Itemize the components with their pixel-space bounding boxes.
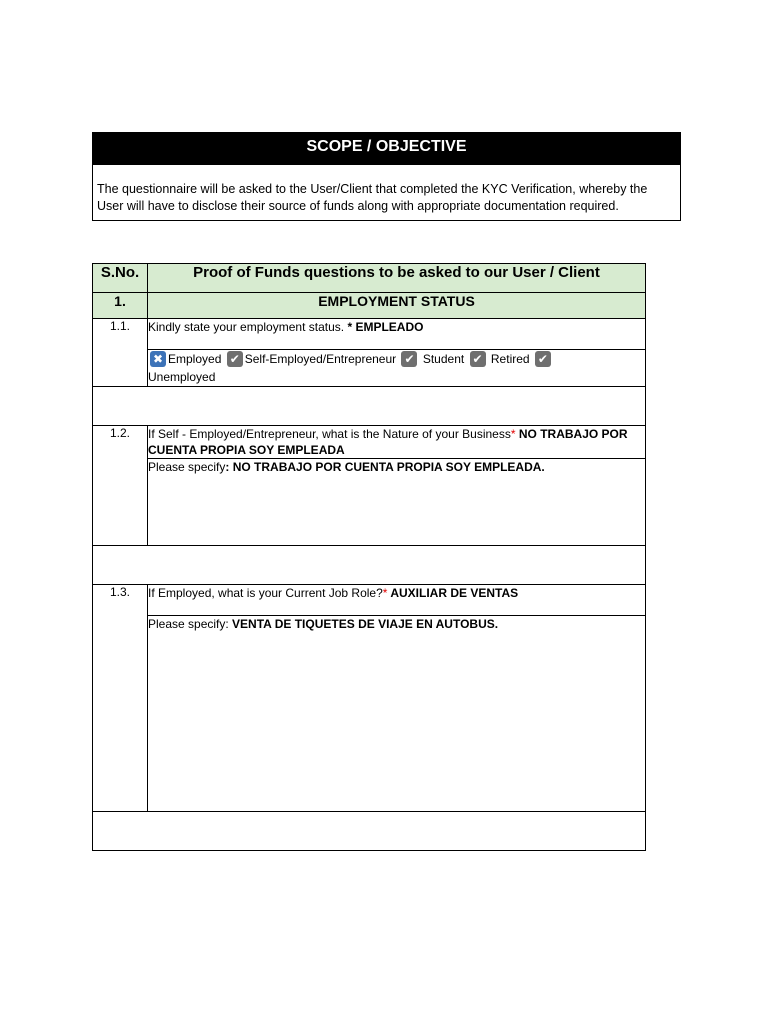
question-1-1	[148, 319, 646, 350]
spacer-row	[93, 387, 646, 426]
employment-options	[148, 350, 646, 387]
unemployed-checkbox[interactable]: ✔	[535, 351, 551, 367]
spacer-row	[93, 546, 646, 585]
specify-field-1-3	[148, 616, 646, 812]
specify-label: Please specify:	[148, 617, 229, 631]
question-text: If Employed, what is your Current Job Role?	[148, 586, 383, 600]
specify-value: : NO TRABAJO POR CUENTA PROPIA SOY EMPLEADA.	[225, 460, 545, 474]
scope-box	[92, 132, 681, 221]
option-self-employed: Self-Employed/Entrepreneur	[244, 352, 397, 366]
question-text: If Self - Employed/Entrepreneur, what is the Nature of your Business	[148, 427, 511, 441]
option-student: Student	[422, 352, 465, 366]
question-answer: AUXILIAR DE VENTAS	[387, 586, 519, 600]
spacer-row	[93, 812, 646, 851]
section-title: EMPLOYMENT STATUS	[148, 293, 646, 319]
employed-checkbox[interactable]: ✖	[150, 351, 166, 367]
option-employed: Employed	[168, 352, 222, 366]
question-answer: * EMPLEADO	[347, 320, 424, 334]
section-number: 1.	[93, 293, 148, 319]
question-number: 1.1.	[93, 319, 148, 387]
proof-of-funds-table	[92, 263, 646, 851]
option-retired: Retired	[490, 352, 530, 366]
header-title: Proof of Funds questions to be asked to our User / Client	[148, 264, 646, 293]
scope-description: The questionnaire will be asked to the User/Client that completed the KYC Verification, whereby the User will have to disclose their source of funds along with appropriate documentation required.	[97, 182, 648, 213]
question-number: 1.3.	[93, 585, 148, 812]
question-number: 1.2.	[93, 426, 148, 546]
question-answer: NO TRABAJO POR CUENTA PROPIA SOY EMPLEADA	[148, 427, 628, 457]
retired-checkbox[interactable]: ✔	[470, 351, 486, 367]
specify-field-1-2	[148, 459, 646, 546]
option-unemployed: Unemployed	[148, 370, 216, 384]
required-marker: *	[510, 427, 516, 441]
specify-value: VENTA DE TIQUETES DE VIAJE EN AUTOBUS.	[228, 617, 499, 631]
required-marker: *	[382, 586, 388, 600]
question-1-3	[148, 585, 646, 616]
question-1-2	[148, 426, 646, 459]
specify-label: Please specify	[148, 460, 226, 474]
question-text: Kindly state your employment status.	[148, 320, 345, 334]
self-employed-checkbox[interactable]: ✔	[227, 351, 243, 367]
scope-title: SCOPE / OBJECTIVE	[93, 133, 680, 165]
student-checkbox[interactable]: ✔	[401, 351, 417, 367]
header-sno: S.No.	[93, 264, 148, 293]
